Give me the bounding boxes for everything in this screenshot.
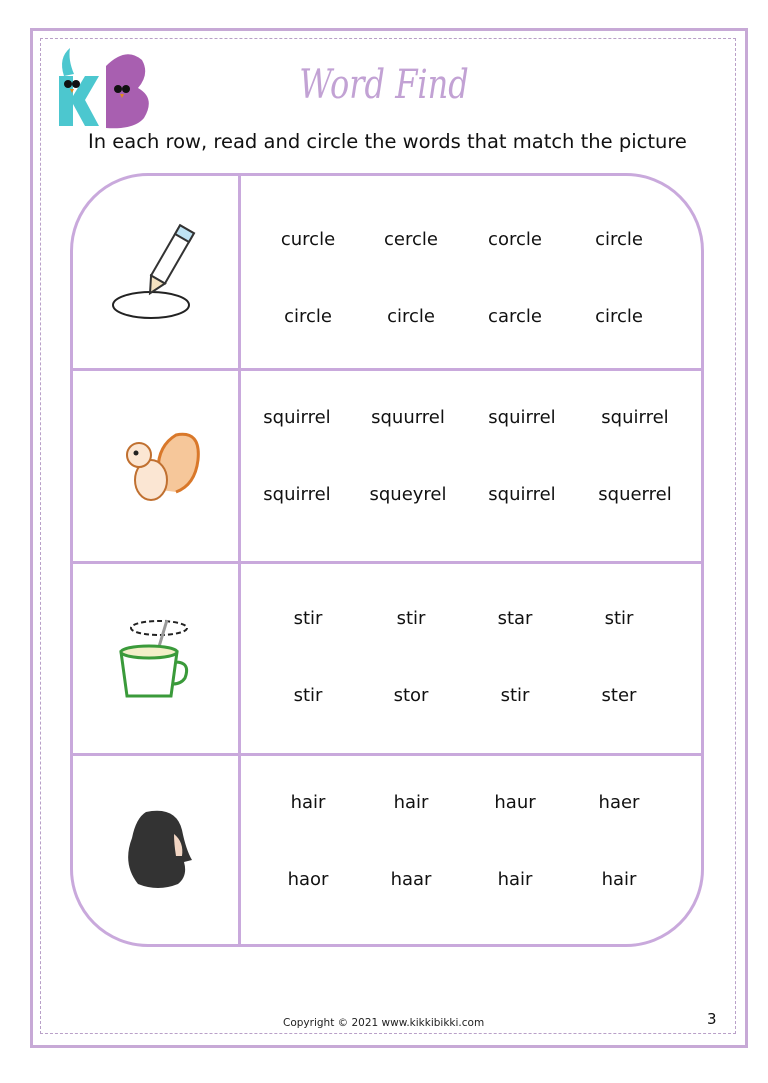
- word-option[interactable]: stor: [393, 685, 429, 706]
- word-option[interactable]: squeyrel: [369, 484, 447, 505]
- word-option[interactable]: circle: [284, 306, 332, 327]
- word-option[interactable]: hair: [290, 792, 326, 813]
- word-option[interactable]: stir: [293, 685, 323, 706]
- row-circle: [73, 176, 701, 368]
- pencil-circle-icon: [73, 176, 238, 368]
- word-option[interactable]: hair: [393, 792, 429, 813]
- row-hair: [73, 753, 701, 944]
- word-option[interactable]: circle: [595, 229, 643, 250]
- copyright: Copyright © 2021 www.kikkibikki.com: [283, 1017, 485, 1029]
- word-option[interactable]: haar: [390, 869, 432, 890]
- word-option[interactable]: stir: [396, 608, 426, 629]
- page-number: 3: [707, 1010, 717, 1028]
- word-option[interactable]: squirrel: [263, 407, 331, 428]
- word-option[interactable]: squirrel: [488, 407, 556, 428]
- word-option[interactable]: squerrel: [598, 484, 672, 505]
- word-option[interactable]: squirrel: [601, 407, 669, 428]
- squirrel-icon: [73, 368, 238, 561]
- word-option[interactable]: star: [497, 608, 533, 629]
- word-option[interactable]: squurrel: [371, 407, 445, 428]
- word-option[interactable]: stir: [293, 608, 323, 629]
- stirring-cup-icon: [73, 561, 238, 753]
- word-option[interactable]: ster: [601, 685, 637, 706]
- word-option[interactable]: squirrel: [488, 484, 556, 505]
- word-grid: [70, 173, 704, 947]
- word-option[interactable]: corcle: [488, 229, 542, 250]
- hair-icon: [73, 753, 238, 944]
- word-option[interactable]: haer: [598, 792, 640, 813]
- page-title: Word Find: [299, 62, 469, 108]
- word-option[interactable]: circle: [595, 306, 643, 327]
- word-option[interactable]: stir: [500, 685, 530, 706]
- word-option[interactable]: hair: [601, 869, 637, 890]
- word-option[interactable]: curcle: [280, 229, 336, 250]
- word-option[interactable]: carcle: [488, 306, 542, 327]
- word-option[interactable]: haur: [494, 792, 536, 813]
- row-squirrel: [73, 368, 701, 561]
- instructions: In each row, read and circle the words that match the picture: [88, 130, 687, 153]
- word-option[interactable]: hair: [497, 869, 533, 890]
- word-option[interactable]: stir: [604, 608, 634, 629]
- word-option[interactable]: cercle: [384, 229, 438, 250]
- word-option[interactable]: circle: [387, 306, 435, 327]
- word-option[interactable]: squirrel: [263, 484, 331, 505]
- row-stir: [73, 561, 701, 753]
- word-option[interactable]: haor: [287, 869, 329, 890]
